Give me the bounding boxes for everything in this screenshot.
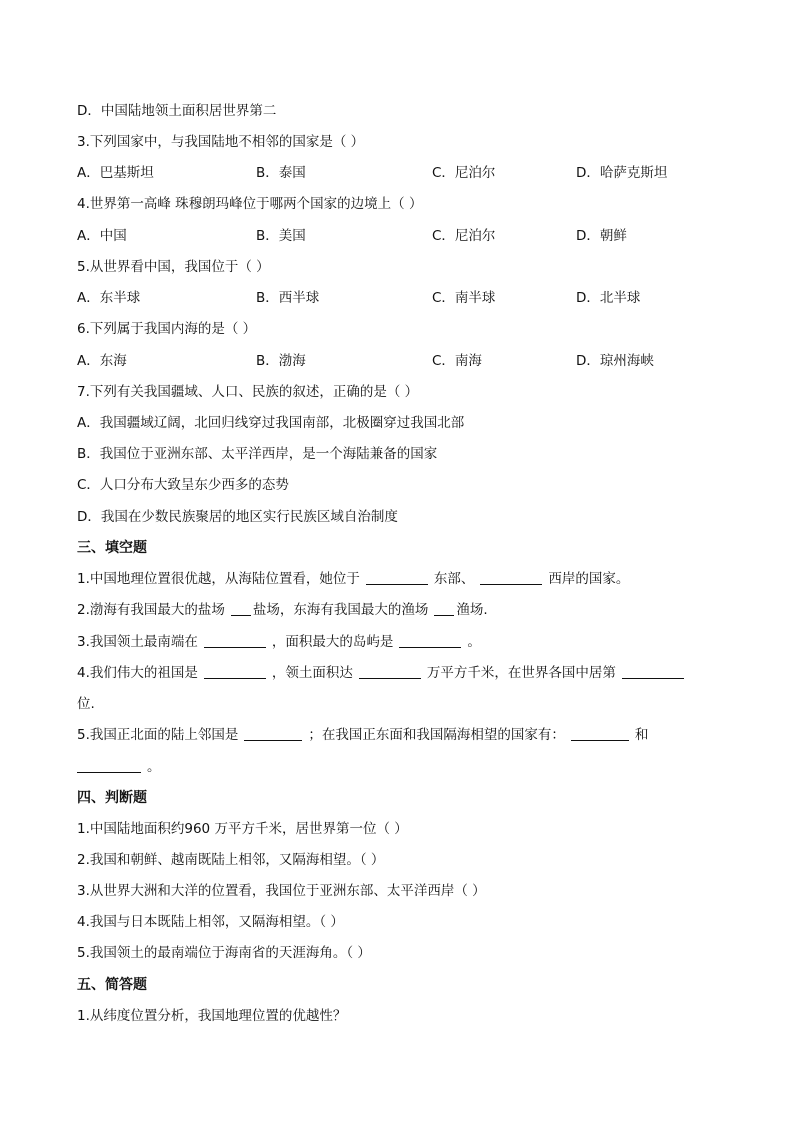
answer-blank[interactable]	[204, 664, 266, 679]
q4-stem: 4.世界第一高峰 珠穆朗玛峰位于哪两个国家的边境上（ ）	[77, 196, 423, 212]
fill-q4-cont: 位.	[77, 696, 95, 712]
short-answer-heading: 五、简答题	[77, 977, 147, 993]
q6-option-b: B．渤海	[256, 353, 306, 369]
q3-option-c: C．尼泊尔	[432, 165, 496, 181]
answer-blank[interactable]	[244, 726, 302, 741]
judge-item: 4.我国与日本既陆上相邻，又隔海相望。（ ）	[77, 914, 344, 930]
q7-option-c: C．人口分布大致呈东少西多的态势	[77, 477, 289, 493]
fill-q5-text-a: 5.我国正北面的陆上邻国是	[77, 727, 239, 743]
q3-option-a: A．巴基斯坦	[77, 165, 154, 181]
answer-blank[interactable]	[622, 664, 684, 679]
q4-option-a: A．中国	[77, 228, 127, 244]
fill-q3-text-c: 。	[467, 634, 481, 650]
q3-stem: 3.下列国家中，与我国陆地不相邻的国家是（ ）	[77, 134, 365, 150]
fill-q2	[77, 600, 488, 620]
answer-blank[interactable]	[571, 726, 629, 741]
fill-q1	[77, 569, 629, 589]
q3-options	[77, 163, 717, 183]
q7-option-d: D．我国在少数民族聚居的地区实行民族区域自治制度	[77, 509, 398, 525]
q5-option-c: C．南半球	[432, 290, 496, 306]
q2-option-d: D．中国陆地领土面积居世界第二	[77, 103, 277, 119]
q4-option-c: C．尼泊尔	[432, 228, 496, 244]
judge-item: 1.中国陆地面积约960 万平方千米，居世界第一位（ ）	[77, 821, 408, 837]
fill-q2-text-c: 渔场.	[456, 602, 488, 618]
q7-option-b: B．我国位于亚洲东部、太平洋西岸，是一个海陆兼备的国家	[77, 446, 438, 462]
fill-q4	[77, 663, 690, 683]
fill-blank-heading: 三、填空题	[77, 540, 147, 556]
q6-option-d: D．琼州海峡	[576, 353, 654, 369]
judge-item: 3.从世界大洲和大洋的位置看，我国位于亚洲东部、太平洋西岸（ ）	[77, 883, 486, 899]
fill-q1-text-c: 西岸的国家。	[548, 571, 630, 587]
fill-q2-text-b: 盐场，东海有我国最大的渔场	[252, 602, 429, 618]
q4-option-d: D．朝鲜	[576, 228, 627, 244]
q4-options	[77, 226, 717, 246]
fill-q1-text-b: 东部、	[433, 571, 475, 587]
q3-option-d: D．哈萨克斯坦	[576, 165, 668, 181]
q6-options	[77, 351, 717, 371]
q3-option-b: B．泰国	[256, 165, 306, 181]
fill-q5-text-c: 和	[634, 727, 649, 743]
answer-blank[interactable]	[77, 758, 141, 773]
q6-stem: 6.下列属于我国内海的是（ ）	[77, 321, 257, 337]
q6-option-c: C．南海	[432, 353, 482, 369]
answer-blank[interactable]	[204, 633, 266, 648]
answer-blank[interactable]	[231, 601, 251, 616]
fill-q5-cont	[77, 757, 161, 777]
q4-option-b: B．美国	[256, 228, 306, 244]
q7-stem: 7.下列有关我国疆域、人口、民族的叙述，正确的是（ ）	[77, 384, 419, 400]
q5-options	[77, 288, 717, 308]
fill-q4-text-c: 万平方千米，在世界各国中居第	[426, 665, 616, 681]
answer-blank[interactable]	[434, 601, 454, 616]
q5-option-a: A．东半球	[77, 290, 141, 306]
fill-q5-text-d: 。	[147, 759, 161, 775]
q5-option-d: D．北半球	[576, 290, 641, 306]
answer-blank[interactable]	[480, 570, 542, 585]
fill-q3-text-a: 3.我国领土最南端在	[77, 634, 198, 650]
answer-blank[interactable]	[399, 633, 461, 648]
fill-q5-text-b: ；在我国正东面和我国隔海相望的国家有：	[308, 727, 565, 743]
fill-q5	[77, 725, 648, 745]
judge-heading: 四、判断题	[77, 790, 147, 806]
q6-option-a: A．东海	[77, 353, 127, 369]
answer-blank[interactable]	[366, 570, 428, 585]
judge-item: 2.我国和朝鲜、越南既陆上相邻，又隔海相望。（ ）	[77, 852, 385, 868]
fill-q4-text-a: 4.我们伟大的祖国是	[77, 665, 198, 681]
fill-q2-text-a: 2.渤海有我国最大的盐场	[77, 602, 225, 618]
judge-item: 5.我国领土的最南端位于海南省的天涯海角。（ ）	[77, 945, 371, 961]
fill-q3-text-b: ，面积最大的岛屿是	[271, 634, 394, 650]
q5-stem: 5.从世界看中国，我国位于（ ）	[77, 259, 270, 275]
fill-q1-text-a: 1.中国地理位置很优越，从海陆位置看，她位于	[77, 571, 360, 587]
fill-q4-text-b: ，领土面积达	[271, 665, 353, 681]
q5-option-b: B．西半球	[256, 290, 320, 306]
answer-blank[interactable]	[359, 664, 421, 679]
fill-q3	[77, 632, 481, 652]
q7-option-a: A．我国疆域辽阔，北回归线穿过我国南部，北极圈穿过我国北部	[77, 415, 465, 431]
short-answer-item: 1.从纬度位置分析，我国地理位置的优越性？	[77, 1008, 347, 1024]
